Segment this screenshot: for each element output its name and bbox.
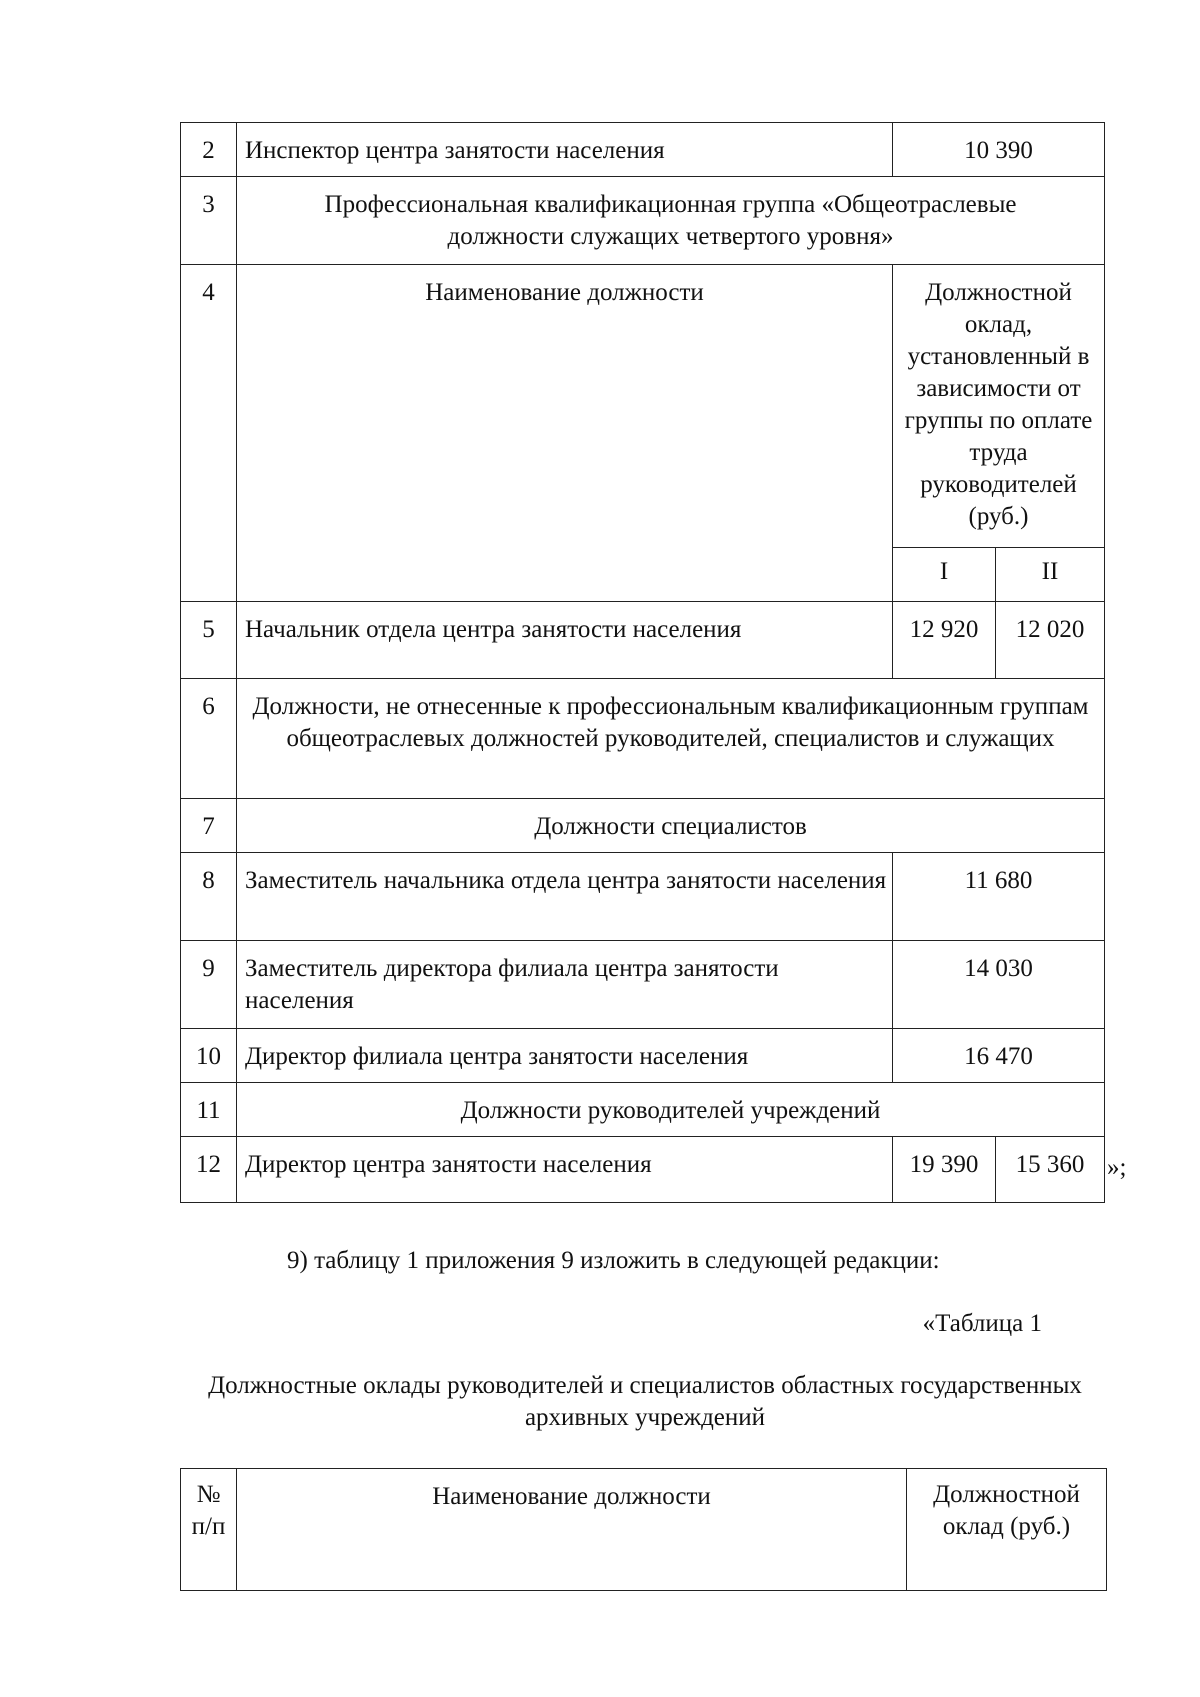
- table-row: [181, 1083, 1105, 1137]
- row-number: 8: [181, 853, 237, 941]
- row-number: 2: [181, 123, 237, 177]
- table-row: [181, 177, 1105, 265]
- table-row: [181, 1469, 1107, 1591]
- position-name: Начальник отдела центра занятости населения: [237, 602, 893, 679]
- table-caption: Должностные оклады руководителей и специалистов областных государственных архивных учреждений: [208, 1372, 1082, 1431]
- column-header-number: № п/п: [181, 1469, 237, 1591]
- table-row: [181, 799, 1105, 853]
- row-number: 5: [181, 602, 237, 679]
- row-number: 3: [181, 177, 237, 265]
- salary-value: 14 030: [893, 941, 1105, 1029]
- row-number: 11: [181, 1083, 237, 1137]
- row-number: 6: [181, 679, 237, 799]
- salary-value-group-ii: 15 360: [996, 1137, 1105, 1203]
- salary-table-employment: [180, 122, 1105, 1203]
- group-title: Должности руководителей учреждений: [237, 1083, 1105, 1137]
- table-row: [181, 679, 1105, 799]
- position-name: Директор центра занятости населения: [237, 1137, 893, 1203]
- closing-quote-mark: »;: [1107, 1154, 1127, 1181]
- salary-value-group-i: 12 920: [893, 602, 996, 679]
- column-header-group-i: I: [893, 548, 996, 602]
- column-header-salary: Должностной оклад, установленный в зависимости от группы по оплате труда руководителей (руб.): [893, 265, 1105, 548]
- position-name: Инспектор центра занятости населения: [237, 123, 893, 177]
- table-row: [181, 602, 1105, 679]
- row-number: 10: [181, 1029, 237, 1083]
- table-row: [181, 265, 1105, 548]
- table-row: [181, 853, 1105, 941]
- salary-value: 16 470: [893, 1029, 1105, 1083]
- column-header-group-ii: II: [996, 548, 1105, 602]
- position-name: Заместитель директора филиала центра занятости населения: [237, 941, 893, 1029]
- salary-value-group-i: 19 390: [893, 1137, 996, 1203]
- table-row: [181, 1137, 1105, 1203]
- row-number: 7: [181, 799, 237, 853]
- position-name: Заместитель начальника отдела центра занятости населения: [237, 853, 893, 941]
- table-row: [181, 123, 1105, 177]
- group-title: Должности, не отнесенные к профессиональным квалификационным группам общеотраслевых должностей руководителей, специалистов и служащих: [237, 679, 1105, 799]
- salary-table-archives: [180, 1468, 1107, 1591]
- table-row: [181, 941, 1105, 1029]
- row-number: 9: [181, 941, 237, 1029]
- column-header-salary: Должностной оклад (руб.): [907, 1469, 1107, 1591]
- group-title: Профессиональная квалификационная группа «Общеотраслевые должности служащих четвертого уровня»: [237, 177, 1105, 265]
- salary-value-group-ii: 12 020: [996, 602, 1105, 679]
- column-header-position: Наименование должности: [237, 265, 893, 602]
- position-name: Директор филиала центра занятости населения: [237, 1029, 893, 1083]
- table-row: [181, 1029, 1105, 1083]
- table-label: «Таблица 1: [922, 1310, 1042, 1337]
- row-number: 12: [181, 1137, 237, 1203]
- group-title: Должности специалистов: [237, 799, 1105, 853]
- row-number: 4: [181, 265, 237, 602]
- salary-value: 10 390: [893, 123, 1105, 177]
- column-header-position: Наименование должности: [237, 1469, 907, 1591]
- amendment-instruction: 9) таблицу 1 приложения 9 изложить в следующей редакции:: [287, 1247, 940, 1274]
- salary-value: 11 680: [893, 853, 1105, 941]
